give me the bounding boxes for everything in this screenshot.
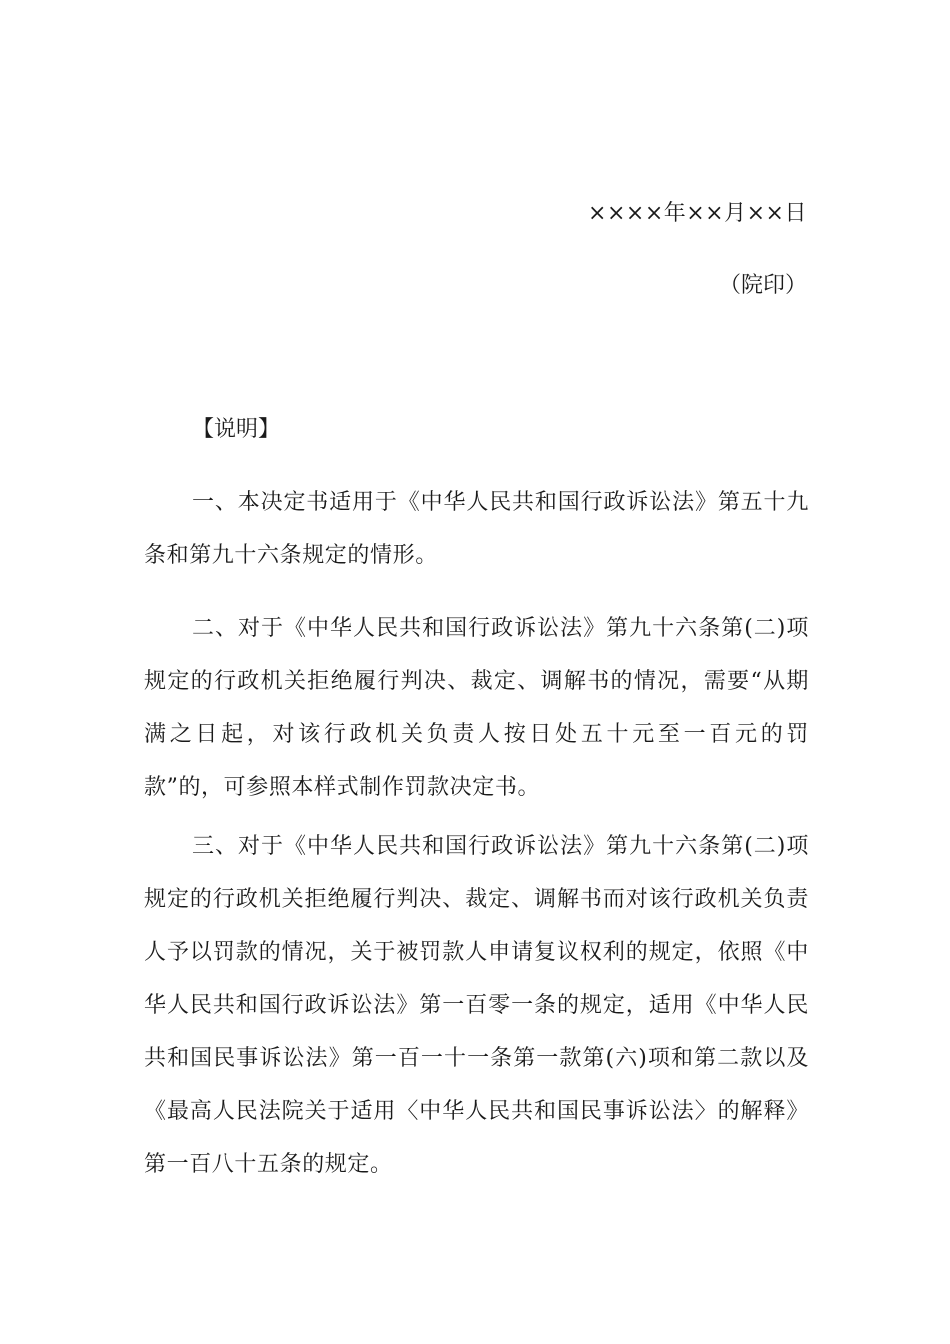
date-line: ××××年××月××日 <box>588 201 807 226</box>
court-seal-placeholder: （院印） <box>718 273 807 298</box>
paragraph-2: 二、对于《中华人民共和国行政诉讼法》第九十六条第(二)项规定的行政机关拒绝履行判决、裁定、调解书的情况，需要“从期满之日起，对该行政机关负责人按日处五十元至一百元的罚款”的，可参照本样式制作罚款决定书。 <box>144 616 809 800</box>
paragraph-3: 三、对于《中华人民共和国行政诉讼法》第九十六条第(二)项规定的行政机关拒绝履行判决、裁定、调解书而对该行政机关负责人予以罚款的情况，关于被罚款人申请复议权利的规定，依照《中华人民共和国行政诉讼法》第一百零一条的规定，适用《中华人民共和国民事诉讼法》第一百一十一条第一款第(六)项和第二款以及《最高人民法院关于适用〈中华人民共和国民事诉讼法〉的解释》第一百八十五条的规定。 <box>144 834 809 1177</box>
section-heading: 【说明】 <box>192 417 281 442</box>
paragraph-1: 一、本决定书适用于《中华人民共和国行政诉讼法》第五十九条和第九十六条规定的情形。 <box>144 490 809 568</box>
